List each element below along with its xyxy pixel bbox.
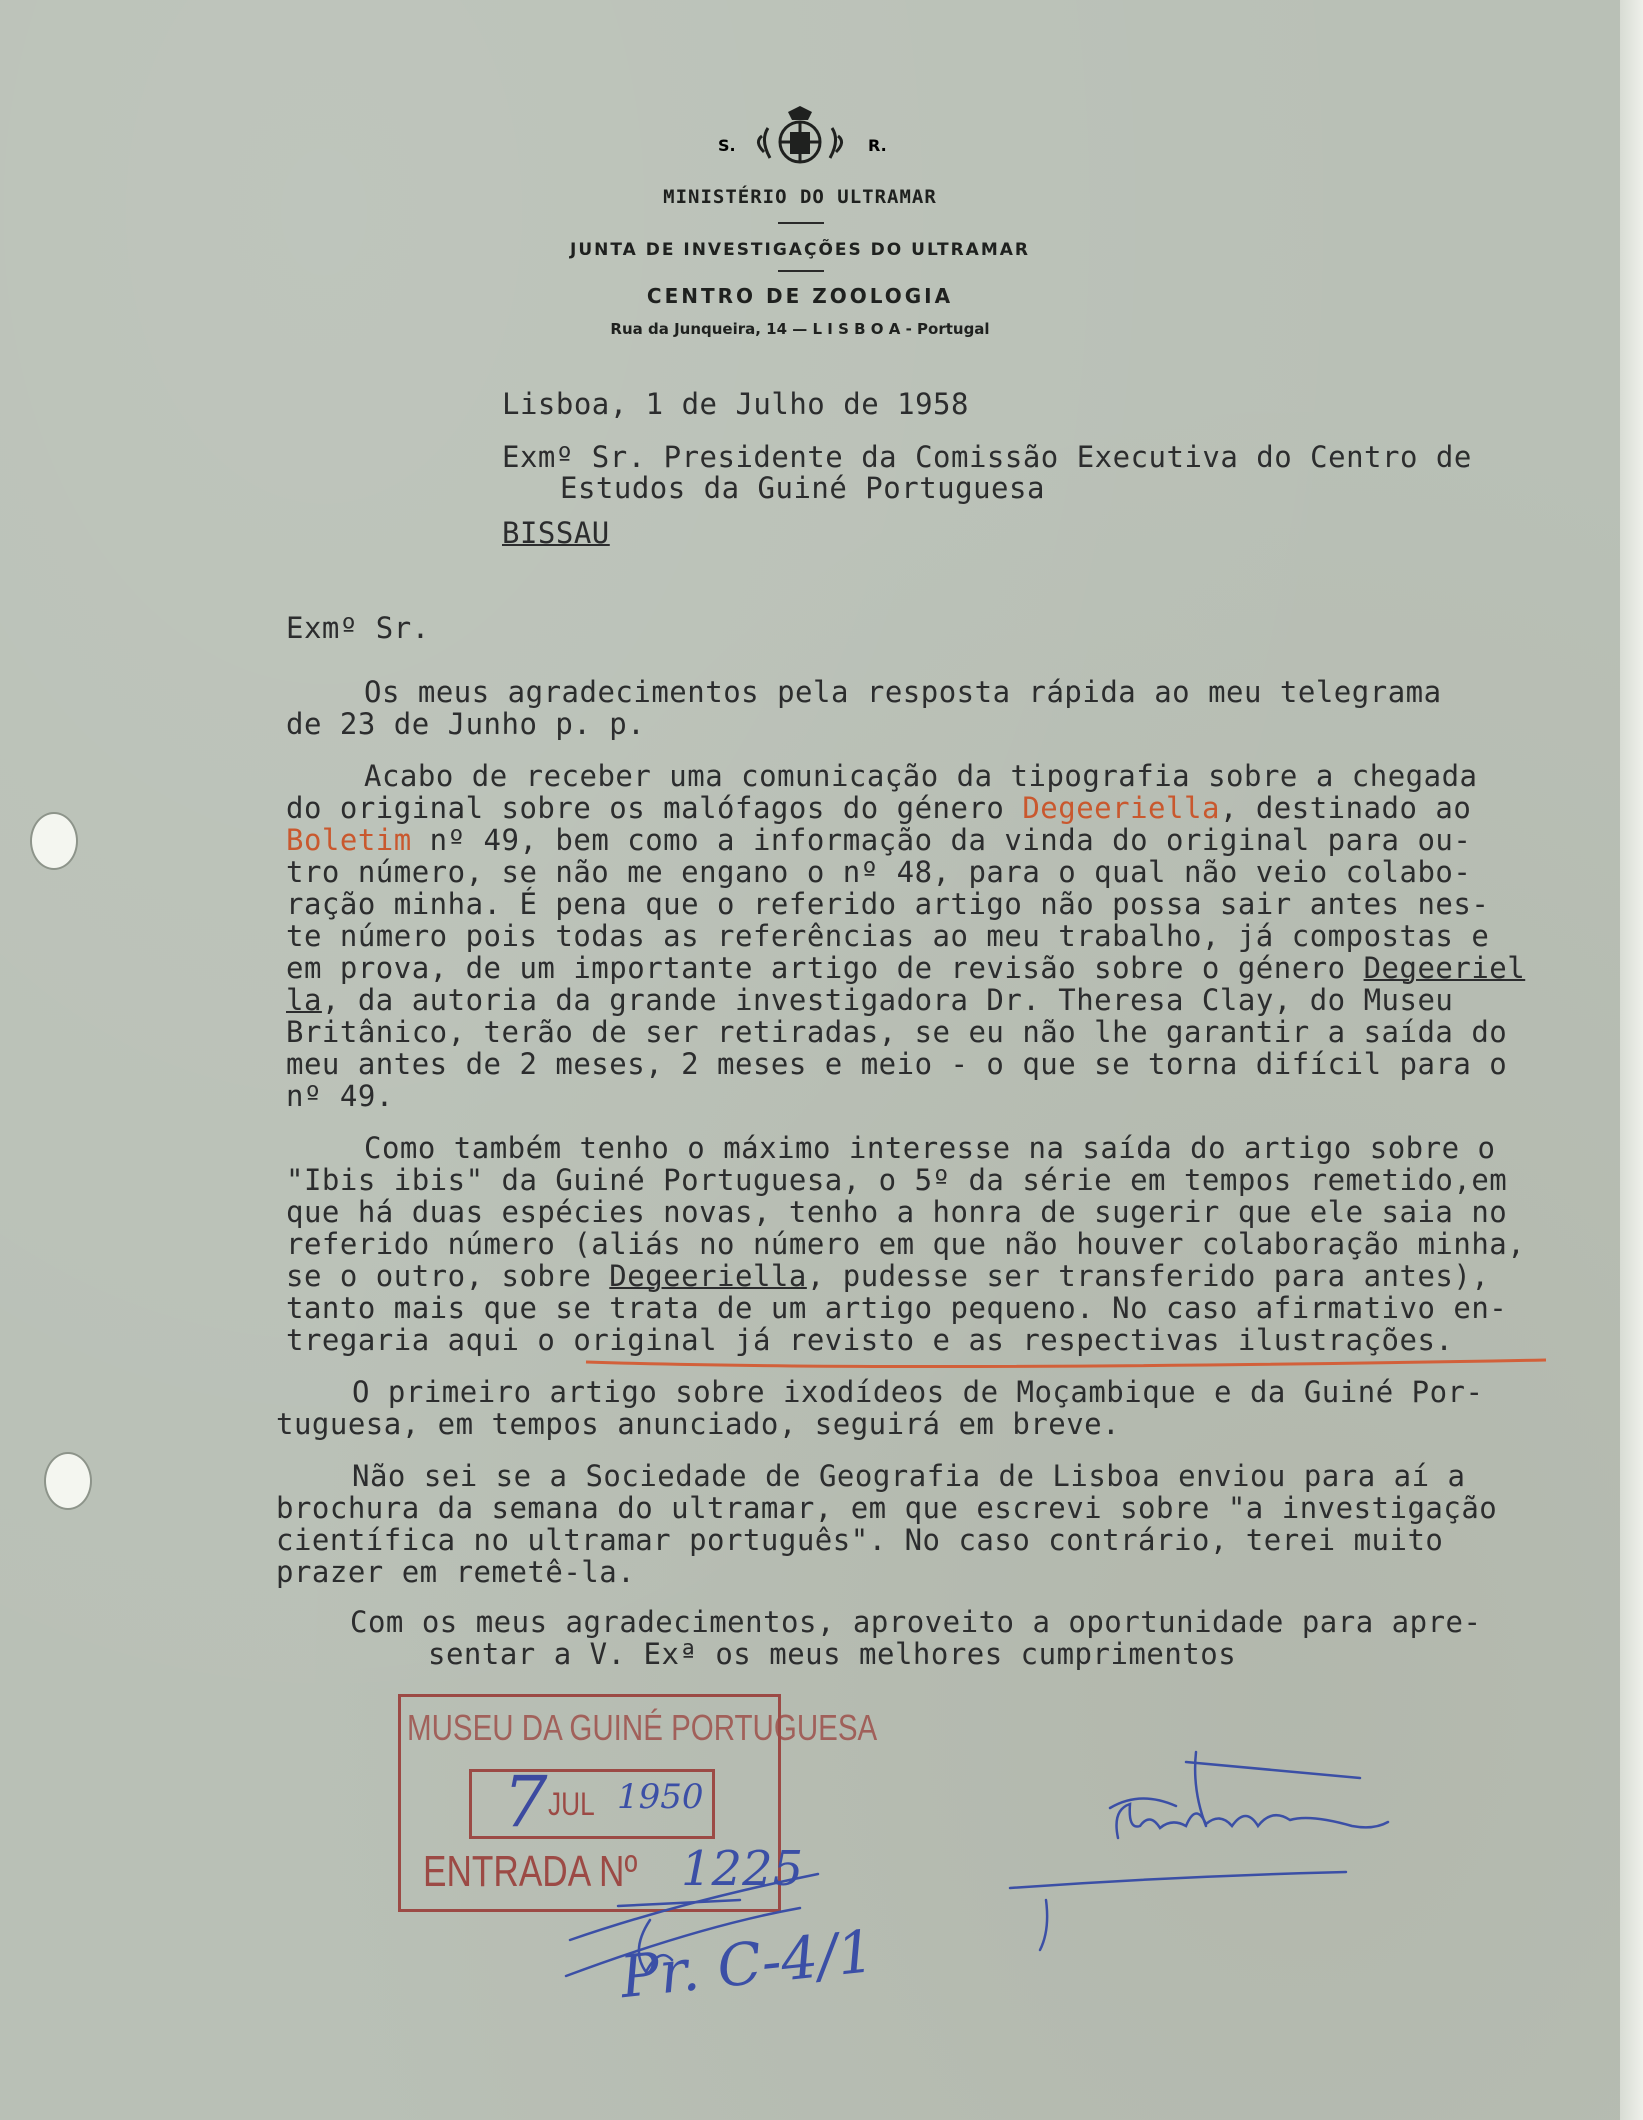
stamp-month: JUL (548, 1786, 595, 1822)
punch-hole-top (30, 812, 78, 870)
scan-edge (1620, 0, 1643, 2120)
p2-line-1: Acabo de receber uma comunicação da tipografia sobre a chegada (364, 759, 1478, 793)
p3-line-4: referido número (aliás no número em que não houver colaboração minha, (286, 1227, 1526, 1261)
p3-line-3: que há duas espécies novas, tenho a honra de sugerir que ele saia no (286, 1195, 1508, 1229)
p3-line-2: "Ibis ibis" da Guiné Portuguesa, o 5º da série em tempos remetido,em (286, 1163, 1508, 1197)
junta-name: JUNTA DE INVESTIGAÇÕES DO ULTRAMAR (570, 240, 1030, 260)
original-revisto-phrase: original já revisto e as respectivas ilustrações (573, 1323, 1436, 1357)
p3-line-1: Como também tenho o máximo interesse na saída do artigo sobre o (364, 1131, 1496, 1165)
recipient-line-2: Estudos da Guiné Portuguesa (560, 471, 1045, 505)
p5-line-4: prazer em remetê-la. (276, 1555, 636, 1589)
p2-line-9: Britânico, terão de ser retiradas, se eu não lhe garantir a saída do (286, 1015, 1508, 1049)
p3-line-5-end: , pudesse ser transferido para antes), (806, 1259, 1490, 1293)
letterhead-r: R. (868, 136, 887, 155)
stamp-entry-number: 1225 (681, 1841, 804, 1897)
letterhead-address: Rua da Junqueira, 14 — L I S B O A - Portugal (610, 320, 990, 338)
p2-line-5: ração minha. É pena que o referido artigo não possa sair antes nes- (286, 887, 1490, 921)
p2-line-2-end: , destinado ao (1219, 791, 1472, 825)
p2-line-11: nº 49. (286, 1079, 394, 1113)
salutation: Exmº Sr. (286, 611, 430, 645)
letterhead-s: S. (718, 136, 736, 155)
reception-stamp (398, 1694, 878, 1912)
p2-line-3-text: nº 49, bem como a informação da vinda do original para ou- (411, 823, 1472, 857)
p3-line-5 (286, 1260, 1489, 1293)
p3-line-7-text: tregaria aqui o (286, 1323, 574, 1357)
p6-line-2: sentar a V. Exª os meus melhores cumprimentos (428, 1637, 1237, 1671)
boletim-word: Boletim (286, 823, 412, 857)
p3-line-5-text: se o outro, sobre (286, 1259, 610, 1293)
p1-line-1: Os meus agradecimentos pela resposta rápida ao meu telegrama (364, 675, 1442, 709)
ministry-name: MINISTÉRIO DO ULTRAMAR (663, 186, 937, 208)
p5-line-3: científica no ultramar português". No caso contrário, terei muito (276, 1523, 1444, 1557)
p5-line-2: brochura da semana do ultramar, em que escrevi sobre "a investigação (276, 1491, 1498, 1525)
p4-line-1: O primeiro artigo sobre ixodídeos de Moçambique e da Guiné Por- (352, 1375, 1484, 1409)
p2-line-7 (286, 952, 1525, 985)
genus-degeeriella: Degeeriella (1022, 791, 1220, 825)
recipient-line-1: Exmº Sr. Presidente da Comissão Executiva do Centro de (502, 440, 1472, 474)
p2-line-4: tro número, se não me engano o nº 48, para o qual não veio colabo- (286, 855, 1472, 889)
p2-line-8 (286, 984, 1453, 1017)
p2-line-3 (286, 824, 1471, 857)
letterhead-rule-1 (778, 222, 824, 224)
p3-line-7 (286, 1324, 1453, 1357)
genus-degeeriel: Degeeriel (1363, 951, 1526, 985)
centro-name: CENTRO DE ZOOLOGIA (646, 284, 954, 308)
punch-hole-bottom (44, 1452, 92, 1510)
genus-la: la (286, 983, 322, 1017)
p2-line-2-text: do original sobre os malófagos do género (286, 791, 1023, 825)
stamp-entrada-label: ENTRADA Nº (423, 1847, 638, 1896)
stamp-day: 7 (503, 1761, 548, 1843)
p2-line-8-text: , da autoria da grande investigadora Dr. Theresa Clay, do Museu (321, 983, 1454, 1017)
p2-line-7-text: em prova, de um importante artigo de revisão sobre o género (286, 951, 1364, 985)
p1-line-2: de 23 de Junho p. p. (286, 707, 646, 741)
p4-line-2: tuguesa, em tempos anunciado, seguirá em breve. (276, 1407, 1121, 1441)
letterhead-rule-2 (778, 270, 824, 272)
p3-line-6: tanto mais que se trata de um artigo pequeno. No caso afirmativo en- (286, 1291, 1508, 1325)
p6-line-1: Com os meus agradecimentos, aproveito a oportunidade para apre- (350, 1605, 1482, 1639)
genus-degeeriella-2: Degeeriella (609, 1259, 807, 1293)
coat-of-arms-icon (752, 106, 848, 176)
crest-row (700, 106, 900, 176)
recipient-city: BISSAU (502, 516, 610, 550)
stamp-year: 1950 (617, 1777, 704, 1817)
stamp-museum-name: MUSEU DA GUINÉ PORTUGUESA (407, 1707, 878, 1748)
p2-line-10: meu antes de 2 meses, 2 meses e meio - o que se torna difícil para o (286, 1047, 1508, 1081)
p5-line-1: Não sei se a Sociedade de Geografia de Lisboa enviou para aí a (352, 1459, 1466, 1493)
file-reference-annotation: Pr. C-4/1 (617, 1916, 878, 2012)
p2-line-6: te número pois todas as referências ao meu trabalho, já compostas e (286, 919, 1490, 953)
p3-line-7-end: . (1435, 1323, 1454, 1357)
letter-date: Lisboa, 1 de Julho de 1958 (502, 387, 969, 421)
p2-line-2 (286, 792, 1471, 825)
